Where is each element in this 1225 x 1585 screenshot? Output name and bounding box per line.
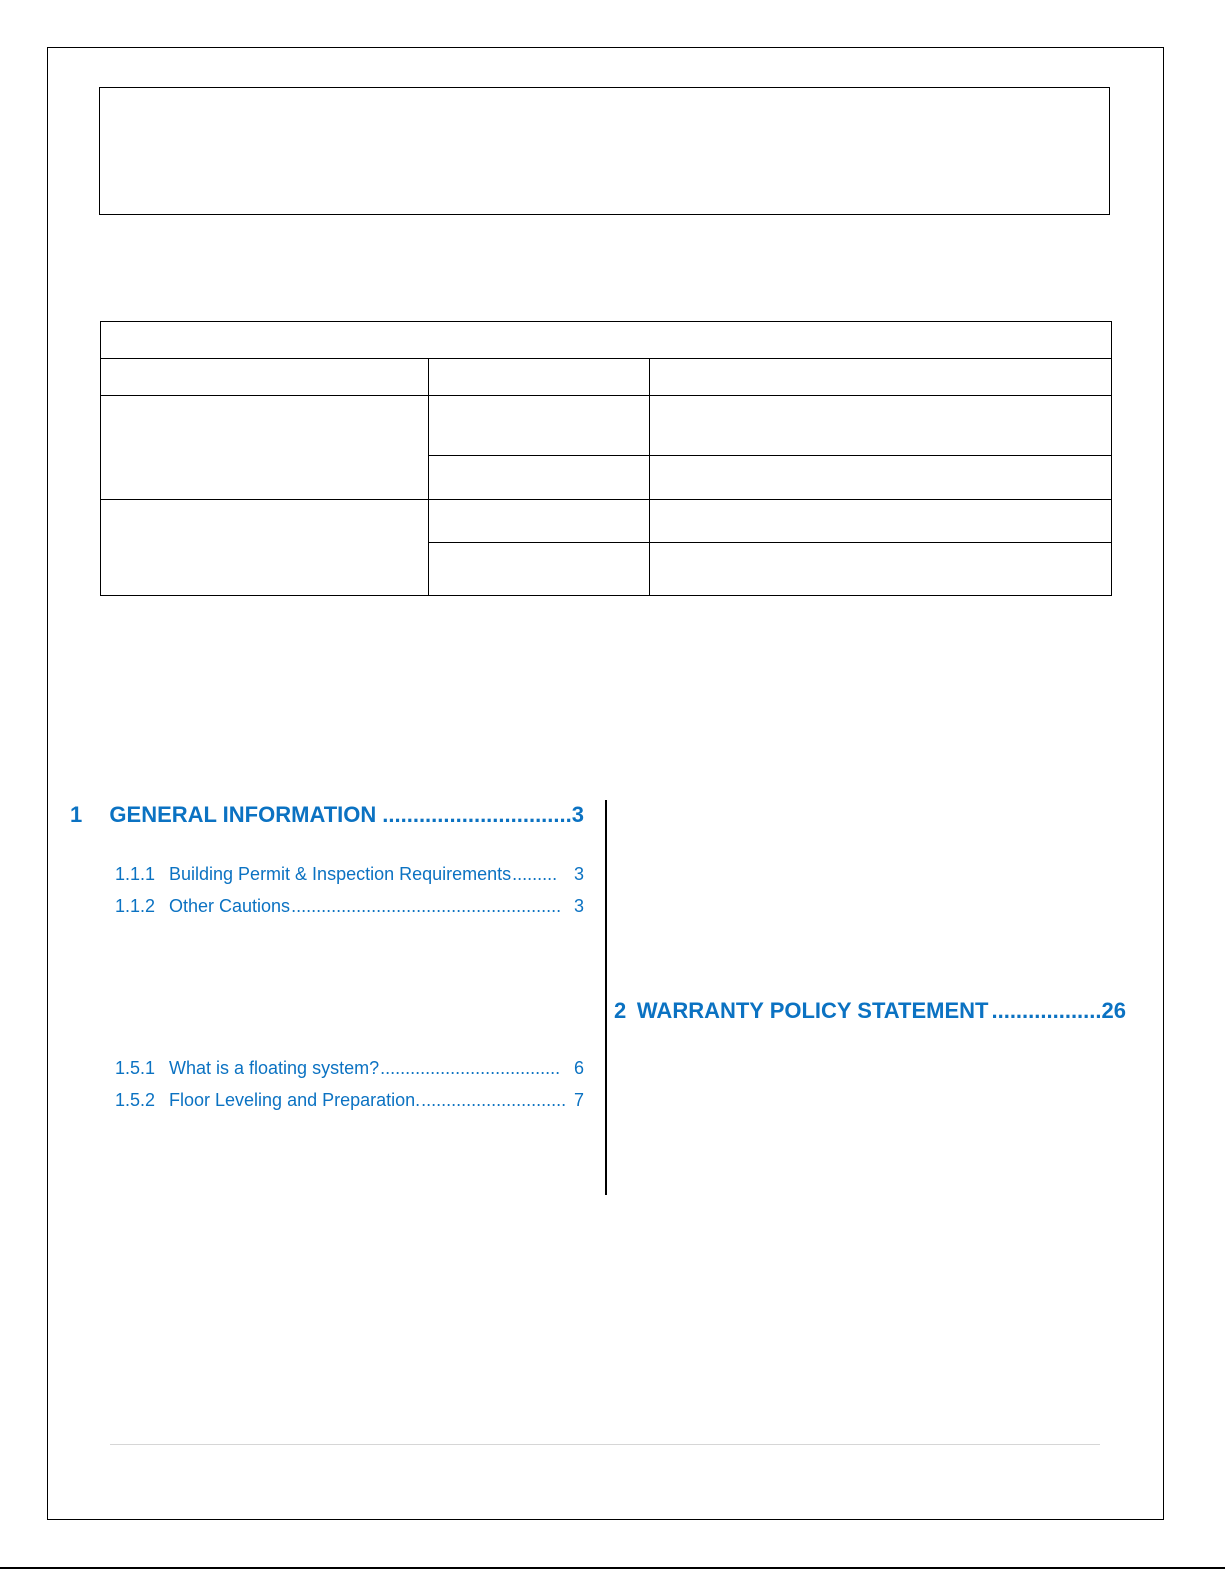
column-divider	[605, 800, 607, 1195]
table-row	[101, 500, 1112, 543]
table-cell	[650, 396, 1112, 456]
toc-number: 1.1.2	[115, 896, 156, 916]
toc-entry-floating-system[interactable]	[115, 1058, 584, 1079]
table-cell	[650, 456, 1112, 500]
toc-number: 1.5.2	[115, 1090, 156, 1110]
toc-entry-general-information[interactable]	[70, 802, 584, 828]
toc-page: 3	[571, 802, 584, 827]
toc-entry-warranty-policy[interactable]	[614, 998, 1126, 1024]
toc-number: 1	[70, 802, 83, 827]
toc-leader: ...............................	[382, 802, 572, 827]
table-cell	[650, 359, 1112, 396]
table-row	[101, 396, 1112, 456]
table-cell	[429, 543, 650, 596]
page-bottom-edge	[0, 1567, 1225, 1569]
table-cell	[429, 359, 650, 396]
toc-title: Building Permit & Inspection Requirements	[169, 864, 512, 884]
toc-page: 3	[573, 896, 584, 916]
toc-leader: .............................	[421, 1090, 567, 1110]
table-cell	[429, 456, 650, 500]
toc-number: 2	[614, 998, 627, 1023]
toc-page: 26	[1101, 998, 1126, 1023]
table-cell	[101, 500, 429, 596]
page-frame	[47, 47, 1164, 1520]
revision-table	[100, 321, 1112, 596]
toc-leader: ..................	[991, 998, 1102, 1023]
toc-title: WARRANTY POLICY STATEMENT	[636, 998, 989, 1023]
title-box	[99, 87, 1110, 215]
table-cell	[650, 543, 1112, 596]
footer-rule	[110, 1444, 1100, 1445]
toc-title: Floor Leveling and Preparation.	[169, 1090, 421, 1110]
toc-entry-other-cautions[interactable]	[115, 896, 584, 917]
table-cell	[429, 500, 650, 543]
toc-leader: ....................................	[380, 1058, 561, 1078]
toc-title: What is a floating system?	[169, 1058, 380, 1078]
table-row	[101, 359, 1112, 396]
toc-number: 1.5.1	[115, 1058, 156, 1078]
table-cell	[650, 500, 1112, 543]
table-cell	[101, 359, 429, 396]
toc-page: 3	[573, 864, 584, 884]
toc-title: Other Cautions	[169, 896, 291, 916]
toc-number: 1.1.1	[115, 864, 156, 884]
toc-entry-floor-leveling[interactable]	[115, 1090, 584, 1111]
toc-page: 7	[573, 1090, 584, 1110]
toc-page: 6	[573, 1058, 584, 1078]
table-cell	[101, 396, 429, 500]
toc-leader: .........	[512, 864, 558, 884]
table-header-cell	[101, 322, 1112, 359]
toc-leader: ......................................................	[291, 896, 562, 916]
toc-entry-building-permit[interactable]	[115, 864, 584, 885]
table-cell	[429, 396, 650, 456]
toc-title: GENERAL INFORMATION	[109, 802, 377, 827]
